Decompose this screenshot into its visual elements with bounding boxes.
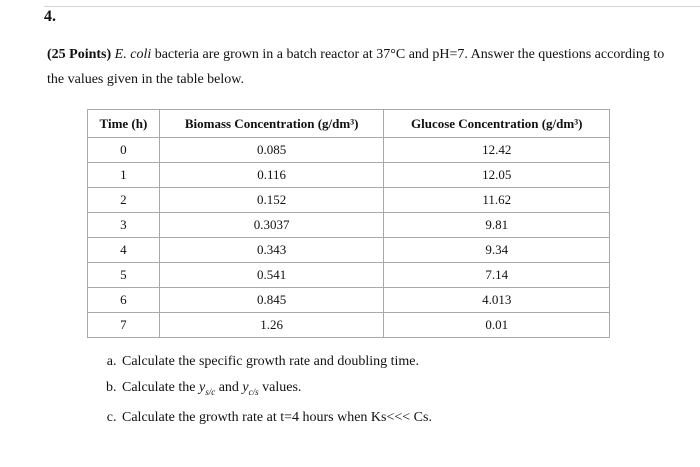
cell-time: 0 <box>88 138 160 163</box>
cell-time: 1 <box>88 163 160 188</box>
table-row <box>88 188 610 213</box>
question-intro <box>47 42 677 92</box>
cell-biomass: 0.541 <box>159 263 384 288</box>
task-a <box>120 349 432 375</box>
cell-glucose: 11.62 <box>384 188 610 213</box>
question-number: 4. <box>44 8 56 25</box>
table-row <box>88 238 610 263</box>
table-row <box>88 138 610 163</box>
cell-glucose: 7.14 <box>384 263 610 288</box>
yield-sc-symbol <box>199 380 215 395</box>
task-list <box>90 349 432 431</box>
task-b <box>120 375 432 405</box>
cell-time: 4 <box>88 238 160 263</box>
cell-glucose: 12.05 <box>384 163 610 188</box>
header-time: Time (h) <box>88 110 160 138</box>
cell-glucose: 12.42 <box>384 138 610 163</box>
yield-sc-subscript: s/c <box>205 386 216 397</box>
table-row <box>88 213 610 238</box>
cell-biomass: 0.343 <box>159 238 384 263</box>
intro-text: bacteria are grown in a batch reactor at 37°C and pH=7. Answer the questions according to the values given in the table below. <box>47 47 665 87</box>
table-row <box>88 288 610 313</box>
cell-glucose: 9.81 <box>384 213 610 238</box>
points-label: (25 Points) <box>47 47 112 62</box>
table-header-row <box>88 110 610 138</box>
cell-time: 6 <box>88 288 160 313</box>
top-divider <box>44 6 700 7</box>
cell-time: 7 <box>88 313 160 338</box>
header-glucose: Glucose Concentration (g/dm³) <box>384 110 610 138</box>
cell-biomass: 1.26 <box>159 313 384 338</box>
table-row <box>88 163 610 188</box>
cell-glucose: 4.013 <box>384 288 610 313</box>
yield-cs-subscript: c/s <box>248 386 259 397</box>
cell-glucose: 0.01 <box>384 313 610 338</box>
cell-biomass: 0.3037 <box>159 213 384 238</box>
organism-name: E. coli <box>114 47 152 62</box>
yield-sc-letter: y <box>198 380 206 395</box>
cell-biomass: 0.152 <box>159 188 384 213</box>
cell-glucose: 9.34 <box>384 238 610 263</box>
yield-cs-letter: y <box>242 380 249 395</box>
task-a-text: Calculate the specific growth rate and doubling time. <box>122 354 420 369</box>
table-row <box>88 263 610 288</box>
cell-time: 3 <box>88 213 160 238</box>
cell-biomass: 0.845 <box>159 288 384 313</box>
data-table <box>87 109 610 338</box>
task-b-and: and <box>218 380 239 395</box>
task-c <box>120 405 432 431</box>
header-biomass: Biomass Concentration (g/dm³) <box>159 110 384 138</box>
cell-time: 2 <box>88 188 160 213</box>
yield-cs-symbol <box>242 380 258 395</box>
task-b-prefix: Calculate the <box>122 380 196 395</box>
task-c-text: Calculate the growth rate at t=4 hours when Ks<<< Cs. <box>122 409 432 425</box>
table-row <box>88 313 610 338</box>
task-b-suffix: values. <box>262 380 302 395</box>
cell-biomass: 0.116 <box>159 163 384 188</box>
cell-biomass: 0.085 <box>159 138 384 163</box>
cell-time: 5 <box>88 263 160 288</box>
